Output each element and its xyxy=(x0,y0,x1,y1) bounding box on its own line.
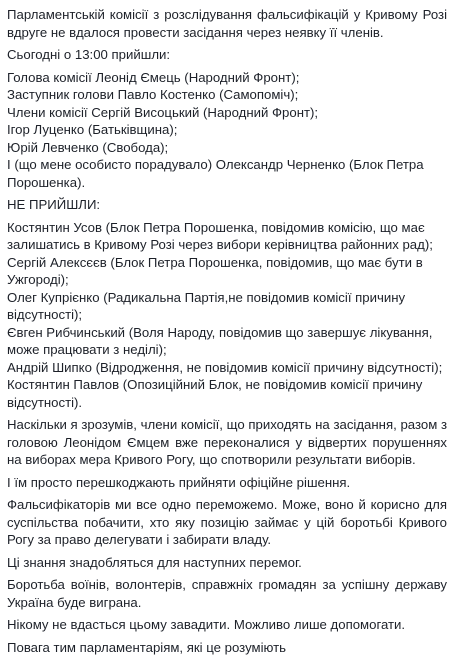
absent-item: Олег Купрієнко (Радикальна Партія,не повідомив комісії причину відсутності); xyxy=(7,289,406,322)
absent-list xyxy=(7,196,447,214)
came-members xyxy=(7,69,447,192)
came-item: Юрій Левченко (Свобода); xyxy=(7,139,169,155)
absent-item: Андрій Шипко (Відродження, не повідомив комісії причину відсутності); xyxy=(7,359,443,375)
body-paragraph: Фальсифікаторів ми все одно переможемо. Може, воно й корисно для суспільства побачити, хто яку позицію займає у цій боротьбі Кривого Рогу за право делегувати і забирати владу. xyxy=(7,497,447,547)
absent-members xyxy=(7,219,447,412)
came-item: І (що мене особисто порадувало) Олександр Черненко (Блок Петра Порошенка). xyxy=(7,157,424,190)
came-item: Заступник голови Павло Костенко (Самопоміч); xyxy=(7,87,299,102)
body-paragraph: Нікому не вдасться цьому завадити. Можливо лише допомогати. xyxy=(7,617,406,632)
absent-item: Костянтин Усов (Блок Петра Порошенка, повідомив комісію, що має залишатись в Кривому Розі через вибори керівництва районних рад); xyxy=(7,219,433,252)
absent-heading: НЕ ПРИЙШЛИ: xyxy=(7,197,101,212)
absent-item: Сергій Алексєєв (Блок Петра Порошенка, повідомив, що має бути в Ужгороді); xyxy=(7,254,423,287)
came-item: Члени комісії Сергій Висоцький (Народний Фронт); xyxy=(7,104,319,120)
post-body xyxy=(7,6,447,661)
body-paragraph: Повага тим парламентаріям, які це розуміють xyxy=(7,639,287,655)
came-item: Ігор Луценко (Батьківщина); xyxy=(7,122,178,137)
came-item: Голова комісії Леонід Ємець (Народний Фронт); xyxy=(7,69,300,85)
body-paragraph: І їм просто перешкоджають прийняти офіційне рішення. xyxy=(7,474,351,490)
absent-item: Костянтин Павлов (Опозиційний Блок, не повідомив комісії причину відсутності). xyxy=(7,377,423,410)
absent-item: Євген Рибчинський (Воля Народу, повідомив що завершує лікування, може працювати з неділі); xyxy=(7,324,433,357)
intro-paragraph: Парламентській комісії з розслідування фальсифікацій у Кривому Розі вдруге не вдалося провести засідання через неявку її членів. xyxy=(7,7,447,40)
came-list xyxy=(7,46,447,64)
body-paragraph: Боротьба воїнів, волонтерів, справжніх громадян за успішну державу Україна буде виграна. xyxy=(7,577,447,610)
body-paragraph: Наскільки я зрозумів, члени комісії, що приходять на засідання, разом з головою Леонідом Ємцем вже переконалися у відвертих порушеннях на виборах мера Кривого Рогу, що спотворили результати виборів. xyxy=(7,417,447,467)
body-paragraph: Ці знання знадобляться для наступних перемог. xyxy=(7,554,302,570)
came-heading: Сьогодні о 13:00 прийшли: xyxy=(7,47,171,62)
